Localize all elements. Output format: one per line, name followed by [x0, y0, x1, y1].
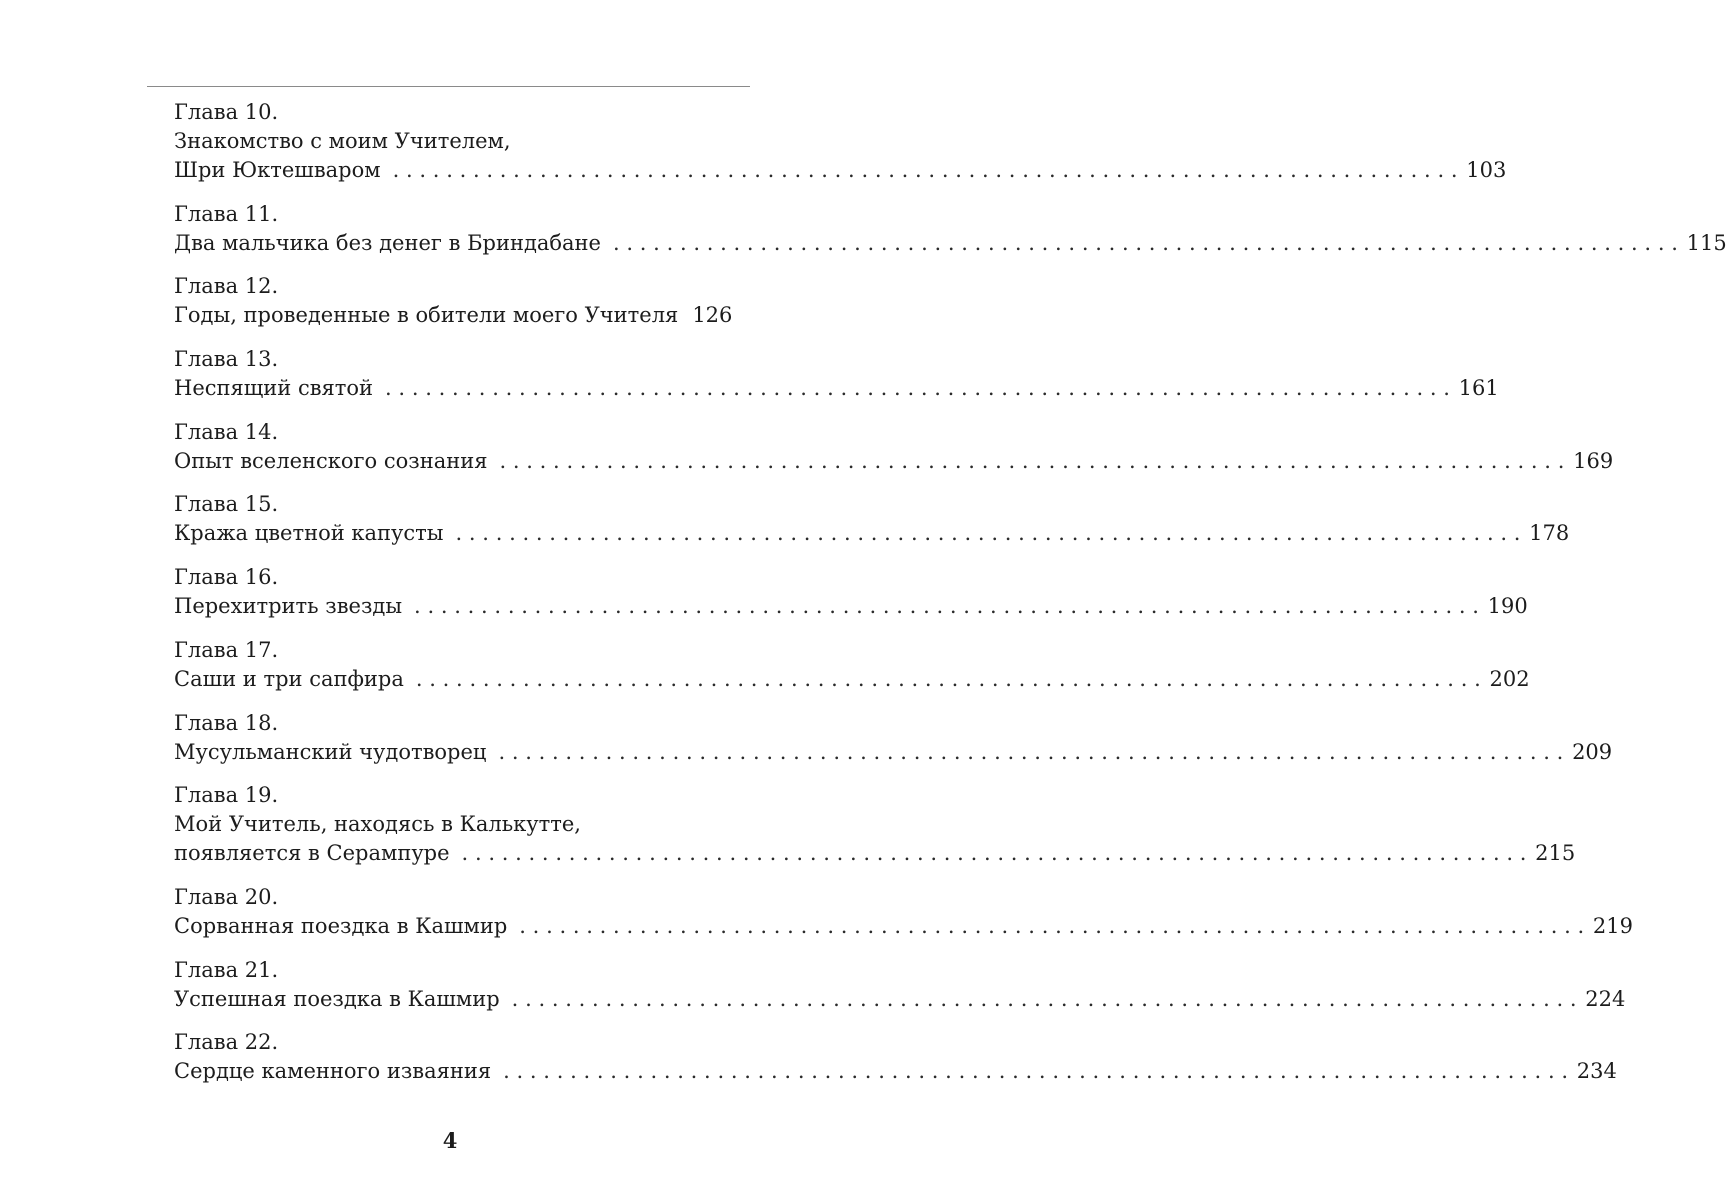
- toc-entry[interactable]: [174, 883, 1633, 941]
- chapter-label: Глава 10.: [174, 100, 279, 124]
- toc-entry[interactable]: [174, 781, 1576, 868]
- chapter-title-text: Два мальчика без денег в Бриндабане: [174, 230, 601, 255]
- page-number: 126: [692, 303, 733, 328]
- chapter-label: Глава 15.: [174, 492, 279, 517]
- toc-entry[interactable]: [174, 272, 733, 330]
- page-number: 224: [1585, 986, 1626, 1011]
- chapter-title-text: Шри Юктешваром: [174, 158, 381, 182]
- toc-entry[interactable]: [174, 418, 1614, 476]
- page-number: 209: [1572, 739, 1613, 764]
- chapter-title-text: появляется в Серампуре: [174, 841, 450, 866]
- chapter-title-last-line: [174, 1057, 1617, 1086]
- chapter-title-last-line: [174, 665, 1530, 694]
- chapter-label: Глава 19.: [174, 783, 279, 808]
- toc-entry[interactable]: [174, 636, 1530, 694]
- chapter-title-text: Сердце каменного изваяния: [174, 1059, 492, 1084]
- chapter-label: Глава 14.: [174, 419, 279, 444]
- toc-entry[interactable]: [174, 345, 1499, 403]
- chapter-label: Глава 17.: [174, 637, 279, 662]
- dot-leader: ................................................................................: [392, 158, 1465, 182]
- page-number: 215: [1535, 841, 1576, 866]
- chapter-title-last-line: [174, 447, 1614, 476]
- chapter-title-text: Мусульманский чудотворец: [174, 739, 487, 764]
- chapter-title-last-line: [174, 985, 1626, 1014]
- chapter-title-text: Перехитрить звезды: [174, 594, 403, 619]
- toc-entry[interactable]: [174, 1028, 1617, 1086]
- chapter-title-last-line: [174, 301, 733, 330]
- chapter-label: Глава 11.: [174, 201, 279, 226]
- page-number: 178: [1529, 521, 1570, 546]
- chapter-label: Глава 22.: [174, 1030, 279, 1055]
- chapter-label: Глава 20.: [174, 884, 279, 909]
- toc-entry[interactable]: [174, 563, 1528, 621]
- chapter-title-last-line: [174, 738, 1613, 767]
- page-number: 202: [1489, 666, 1530, 691]
- toc-entry[interactable]: [174, 709, 1613, 767]
- chapter-title-text: Опыт вселенского сознания: [174, 448, 488, 473]
- dot-leader: ................................................................................: [455, 521, 1528, 546]
- chapter-label: Глава 12.: [174, 274, 279, 299]
- chapter-title-last-line: [174, 592, 1528, 621]
- chapter-title-last-line: [174, 519, 1570, 548]
- page-folio-number: 4: [442, 1128, 458, 1153]
- chapter-title-text: Неспящий святой: [174, 376, 374, 401]
- chapter-title-text: Годы, проведенные в обители моего Учителя: [174, 303, 679, 328]
- toc-entry[interactable]: [174, 200, 1727, 258]
- dot-leader: ................................................................................: [414, 594, 1486, 619]
- dot-leader: ................................................................................: [498, 739, 1571, 764]
- chapter-label: Глава 13.: [174, 347, 279, 372]
- dot-leader: ................................................................................: [612, 230, 1685, 255]
- chapter-title-text: Кража цветной капусты: [174, 521, 444, 546]
- top-rule: [147, 86, 750, 87]
- table-of-contents: [174, 98, 1727, 1101]
- chapter-title-line: Знакомство с моим Учителем,: [174, 129, 511, 153]
- dot-leader: ................................................................................: [519, 913, 1591, 938]
- page-number: 115: [1686, 230, 1727, 255]
- chapter-label: Глава 21.: [174, 957, 279, 982]
- chapter-title-last-line: [174, 229, 1727, 258]
- page-number: 169: [1573, 448, 1614, 473]
- page-number: 161: [1458, 376, 1499, 401]
- page-number: 103: [1466, 158, 1507, 182]
- dot-leader: ................................................................................: [503, 1059, 1575, 1084]
- chapter-title-text: Саши и три сапфира: [174, 666, 404, 691]
- dot-leader: ................................................................................: [461, 841, 1534, 866]
- chapter-title-last-line: [174, 912, 1633, 941]
- chapter-title-last-line: [174, 156, 1507, 185]
- page-number: 190: [1487, 594, 1528, 619]
- chapter-title-last-line: [174, 374, 1499, 403]
- page-number: 219: [1592, 913, 1633, 938]
- chapter-title-text: Сорванная поездка в Кашмир: [174, 913, 508, 938]
- page-number: 234: [1576, 1059, 1617, 1084]
- chapter-title-text: Успешная поездка в Кашмир: [174, 986, 500, 1011]
- dot-leader: ................................................................................: [511, 986, 1584, 1011]
- dot-leader: ................................................................................: [415, 666, 1488, 691]
- chapter-label: Глава 16.: [174, 565, 279, 590]
- dot-leader: ................................................................................: [385, 376, 1457, 401]
- toc-entry[interactable]: [174, 98, 1507, 185]
- chapter-title-line: Мой Учитель, находясь в Калькутте,: [174, 812, 581, 837]
- dot-leader: ................................................................................: [499, 448, 1572, 473]
- chapter-title-last-line: [174, 839, 1576, 868]
- chapter-label: Глава 18.: [174, 710, 279, 735]
- toc-entry[interactable]: [174, 490, 1570, 548]
- toc-entry[interactable]: [174, 956, 1626, 1014]
